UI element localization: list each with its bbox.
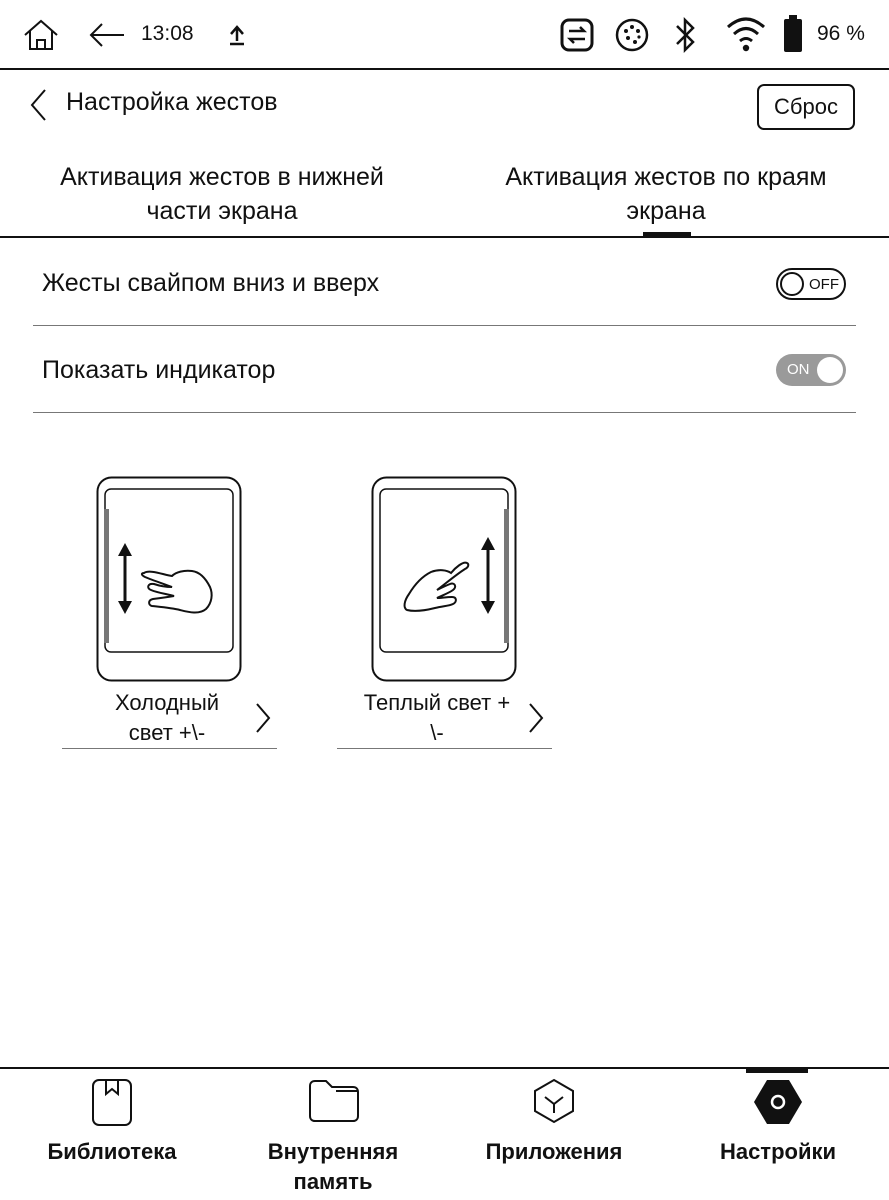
swipe-gestures-label: Жесты свайпом вниз и вверх (42, 269, 380, 297)
tab-label-line1: Активация жестов в нижней (60, 163, 384, 191)
settings-icon (752, 1078, 804, 1126)
toggle-state: ON (787, 361, 810, 378)
back-arrow-icon[interactable] (88, 22, 126, 48)
toggle-knob (780, 272, 804, 296)
bluetooth-icon[interactable] (672, 16, 700, 54)
tab-label-line1: Активация жестов по краям (505, 163, 827, 191)
reset-button[interactable]: Сброс (757, 84, 855, 130)
chevron-right-icon (254, 702, 272, 734)
nav-label: Библиотека (47, 1139, 177, 1164)
nav-label-line2: память (293, 1169, 373, 1194)
battery-percentage: 96 % (817, 22, 865, 45)
swipe-gestures-toggle[interactable] (776, 268, 846, 300)
tab-label-line2: части экрана (146, 197, 298, 225)
dots-circle-icon[interactable] (614, 17, 650, 53)
status-bar (0, 0, 889, 70)
tab-label-line2: экрана (626, 197, 706, 225)
nav-item-apps[interactable] (464, 1076, 644, 1196)
library-icon (90, 1076, 134, 1128)
nav-item-internal-storage[interactable] (238, 1076, 428, 1200)
wifi-icon[interactable] (725, 14, 767, 54)
chevron-right-icon (527, 702, 545, 734)
gesture-card-warm-light[interactable] (337, 476, 552, 751)
page-title: Настройка жестов (66, 88, 278, 116)
gesture-label-line1: Теплый свет + (363, 690, 511, 715)
nav-label: Настройки (719, 1139, 837, 1164)
nav-label (238, 1137, 428, 1197)
active-nav-indicator (746, 1067, 808, 1073)
gesture-label (77, 688, 257, 748)
divider (62, 748, 277, 749)
nav-item-library[interactable] (22, 1076, 202, 1196)
folder-icon (307, 1078, 361, 1124)
clock: 13:08 (141, 22, 194, 45)
battery-icon (782, 14, 804, 54)
upload-icon (228, 24, 246, 46)
home-icon[interactable] (22, 18, 60, 52)
sync-icon[interactable] (559, 17, 595, 53)
nav-item-settings[interactable] (686, 1076, 870, 1196)
show-indicator-label: Показать индикатор (42, 356, 276, 384)
gesture-label-line2: \- (430, 720, 444, 745)
nav-label-line1: Внутренняя (267, 1139, 399, 1164)
back-chevron-icon[interactable] (28, 88, 50, 122)
toggle-knob (817, 357, 843, 383)
show-indicator-toggle[interactable] (776, 354, 846, 386)
tab-edge-gestures[interactable] (466, 160, 866, 228)
apps-icon (531, 1078, 577, 1124)
toggle-state: OFF (809, 276, 839, 293)
divider (337, 748, 552, 749)
gesture-label-line2: свет +\- (128, 720, 206, 745)
gesture-label (342, 688, 532, 748)
tab-bottom-gestures[interactable] (20, 160, 424, 228)
divider (33, 325, 856, 326)
gesture-label-line1: Холодный (114, 690, 220, 715)
divider (33, 412, 856, 413)
divider (0, 236, 889, 238)
nav-label: Приложения (485, 1139, 623, 1164)
device-left-edge-swipe-icon (96, 476, 242, 682)
device-right-edge-swipe-icon (371, 476, 517, 682)
gesture-card-cold-light[interactable] (62, 476, 277, 751)
